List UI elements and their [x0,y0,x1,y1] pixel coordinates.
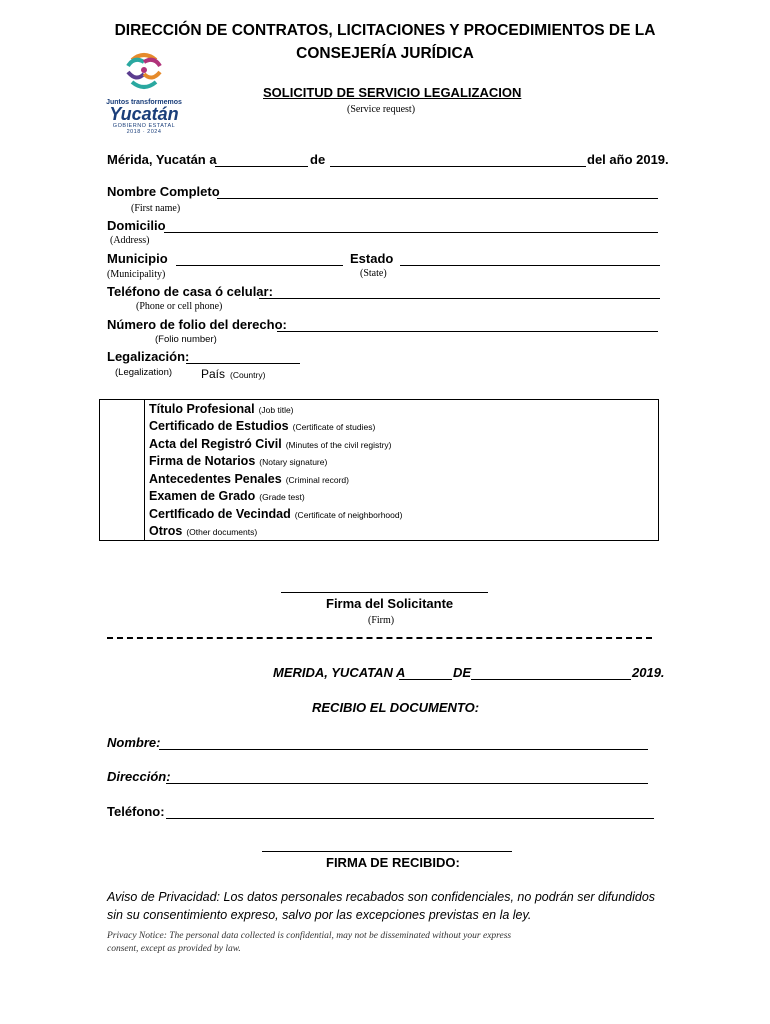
address-field[interactable] [164,232,658,233]
document-row [100,418,659,436]
document-checkbox[interactable] [100,488,145,506]
state-field[interactable] [400,265,660,266]
phone-label: Teléfono de casa ó celular: [107,284,273,299]
folio-label: Número de folio del derecho: [107,317,287,332]
receipt-signature-field[interactable] [262,851,512,852]
receipt-city-prefix: MERIDA, YUCATAN A [273,665,406,680]
privacy-en-line2: consent, except as provided by law. [107,944,241,954]
privacy-es-line2: sin su consentimiento expreso, salvo por las excepciones previstas en la ley. [107,908,532,922]
receipt-title: RECIBIO EL DOCUMENTO: [312,700,480,715]
privacy-es-line1: Aviso de Privacidad: Los datos personales recabados son confidenciales, no podrán ser difundidos [107,890,656,904]
municipality-label: Municipio [107,251,168,266]
document-row [100,523,659,541]
privacy-en-line1: Privacy Notice: The personal data collected is confidential, may not be disseminated without your express [107,931,512,941]
form-title: SOLICITUD DE SERVICIO LEGALIZACION [263,85,522,100]
city-date-suffix: del año 2019. [587,152,669,167]
receipt-name-label: Nombre: [107,735,161,750]
document-checkbox[interactable] [100,453,145,471]
legalization-en: (Legalization) [115,367,173,378]
document-checkbox[interactable] [100,523,145,541]
phone-en: (Phone or cell phone) [136,301,223,312]
applicant-signature-label: Firma del Solicitante [326,596,454,611]
document-row [100,400,659,418]
logo-sub2: 2018 · 2024 [126,129,162,135]
cut-divider [107,637,652,639]
document-label: CertIficado de Vecindad [149,506,291,521]
legalization-field[interactable] [186,363,300,364]
document-label-en: (Criminal record) [285,474,349,485]
document-label: Título Profesional [149,401,255,416]
country-en: (Country) [230,370,266,380]
receipt-city-de: DE [453,665,472,680]
document-label: Examen de Grado [149,489,256,504]
receipt-signature-label: FIRMA DE RECIBIDO: [326,855,460,870]
logo-tagline: Juntos transformemos [106,99,182,106]
document-label-en: (Notary signature) [259,457,328,468]
document-label-en: (Certificate of neighborhood) [294,509,403,520]
logo-sub1: GOBIERNO ESTATAL [112,123,176,129]
document-checkbox[interactable] [100,435,145,453]
form-title-en: (Service request) [347,104,416,115]
folio-en: (Folio number) [155,334,217,345]
legalization-label: Legalización: [107,349,190,364]
document-label: Otros [149,524,183,539]
state-label: Estado [350,251,394,266]
state-en: (State) [360,268,387,279]
document-checkbox[interactable] [100,505,145,523]
document-label: Acta del Registró Civil [149,436,282,451]
receipt-city-year: 2019. [632,665,665,680]
document-checkbox[interactable] [100,470,145,488]
full-name-field[interactable] [217,198,658,199]
receipt-phone-label: Teléfono: [107,804,165,819]
receipt-address-label: Dirección: [107,769,171,784]
receipt-address-field[interactable] [166,783,648,784]
document-label-en: (Other documents) [186,527,258,538]
header-title-line2: CONSEJERÍA JURÍDICA [296,45,474,62]
document-row [100,453,659,471]
full-name-en: (First name) [131,203,181,214]
document-label: Firma de Notarios [149,454,256,469]
address-label: Domicilio [107,218,166,233]
document-label-en: (Minutes of the civil registry) [285,439,392,450]
yucatan-logo [104,52,184,134]
document-row [100,505,659,523]
phone-field[interactable] [259,298,660,299]
document-checkbox[interactable] [100,418,145,436]
header-title-line1: DIRECCIÓN DE CONTRATOS, LICITACIONES Y PROCEDIMIENTOS DE LA [114,22,656,39]
document-row [100,488,659,506]
document-checkbox[interactable] [100,400,145,418]
applicant-signature-field[interactable] [281,592,488,593]
document-label-en: (Job title) [258,404,294,415]
full-name-label: Nombre Completo [107,184,220,199]
folio-field[interactable] [277,331,658,332]
country-label: País [201,367,226,381]
document-row [100,470,659,488]
receipt-month-field[interactable] [471,679,631,680]
logo-emblem-icon [104,52,184,92]
month-field[interactable] [330,166,586,167]
document-label: Certificado de Estudios [149,419,289,434]
city-date-prefix: Mérida, Yucatán a [107,152,217,167]
documents-table [99,399,659,541]
applicant-signature-en: (Firm) [368,615,395,626]
document-label-en: (Certificate of studies) [292,422,376,433]
receipt-phone-field[interactable] [166,818,654,819]
address-en: (Address) [110,235,150,246]
receipt-name-field[interactable] [159,749,648,750]
municipality-field[interactable] [176,265,343,266]
logo-name: Yucatán [109,104,179,124]
city-date-de: de [310,152,326,167]
day-field[interactable] [215,166,308,167]
document-row [100,435,659,453]
receipt-day-field[interactable] [399,679,452,680]
document-label-en: (Grade test) [259,492,305,503]
document-label: Antecedentes Penales [149,471,282,486]
municipality-en: (Municipality) [107,269,166,280]
